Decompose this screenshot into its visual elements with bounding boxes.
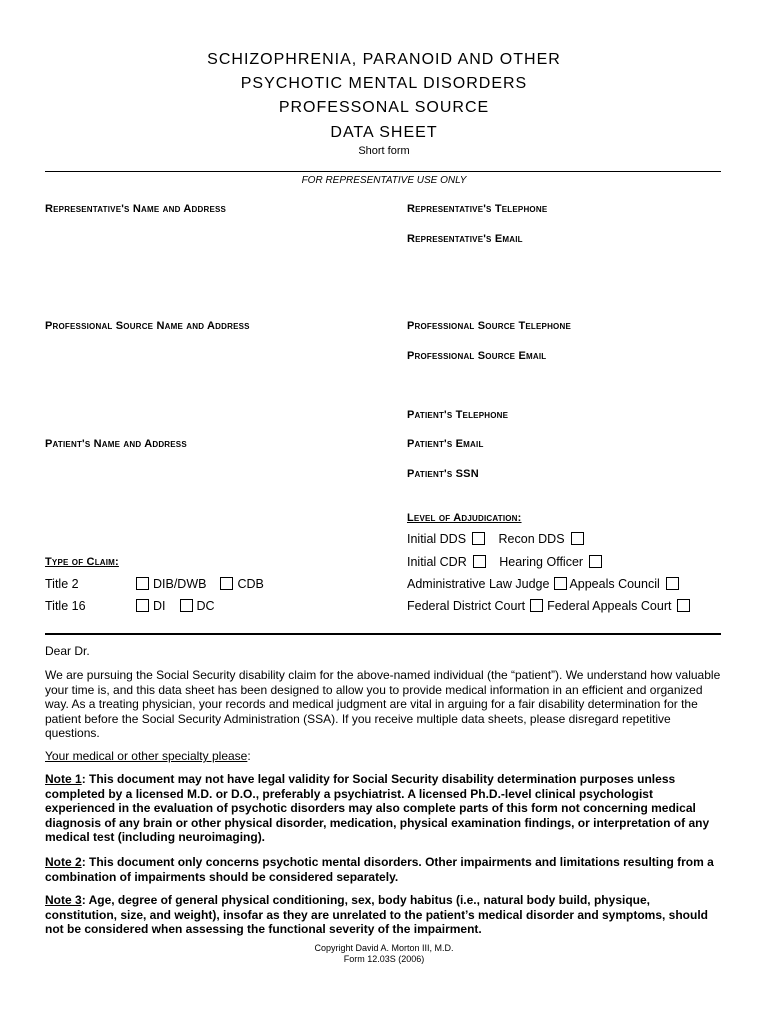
note-2 <box>45 855 721 884</box>
middle-rule <box>45 633 721 635</box>
note-3-label: Note 3 <box>45 893 82 907</box>
title-line-1: SCHIZOPHRENIA, PARANOID AND OTHER <box>207 51 561 68</box>
rep-name-address-label: Representative's Name and Address <box>45 203 227 215</box>
cdb-checkbox[interactable] <box>220 577 233 590</box>
patient-name-address-label: Patient's Name and Address <box>45 438 187 450</box>
rep-telephone-label: Representative's Telephone <box>407 203 548 215</box>
recon-dds-checkbox[interactable] <box>571 532 584 545</box>
salutation: Dear Dr. <box>45 644 90 658</box>
pro-email-label: Professional Source Email <box>407 350 547 362</box>
initial-cdr-label: Initial CDR <box>407 555 467 569</box>
hearing-officer-checkbox[interactable] <box>589 555 602 568</box>
adjudication-row-3 <box>407 577 683 591</box>
pro-telephone-label: Professional Source Telephone <box>407 320 571 332</box>
di-label: DI <box>153 599 166 613</box>
subtitle: Short form <box>358 145 410 157</box>
rep-email-label: Representative's Email <box>407 233 523 245</box>
dc-label: DC <box>196 599 215 613</box>
hearing-officer-label: Hearing Officer <box>499 555 584 569</box>
dc-checkbox[interactable] <box>180 599 193 612</box>
title2-options <box>132 577 264 591</box>
adjudication-heading: Level of Adjudication: <box>407 512 522 524</box>
top-rule <box>45 171 721 172</box>
alj-label: Administrative Law Judge <box>407 577 550 591</box>
appeals-council-checkbox[interactable] <box>666 577 679 590</box>
note-2-text: : This document only concerns psychotic mental disorders. Other impairments and limitations resulting from a combination of impairments should be considered separately. <box>45 855 714 884</box>
note-3-text: : Age, degree of general physical conditioning, sex, body habitus (i.e., natural body build, physique, constitution, size, and weight), insofar as they are unrelated to the patient’s medical disorder and symptoms, should not be considered when assessing the functional severity of the impairment. <box>45 893 709 937</box>
patient-ssn-label: Patient's SSN <box>407 468 479 480</box>
initial-dds-checkbox[interactable] <box>472 532 485 545</box>
federal-district-label: Federal District Court <box>407 599 526 613</box>
title-line-4: DATA SHEET <box>330 124 438 141</box>
claim-heading: Type of Claim: <box>45 556 119 568</box>
patient-email-label: Patient's Email <box>407 438 484 450</box>
adjudication-row-1 <box>407 532 588 546</box>
specialty-label: Your medical or other specialty please <box>45 749 248 763</box>
cdb-label: CDB <box>237 577 264 591</box>
note-3 <box>45 893 721 937</box>
note-1-label: Note 1 <box>45 772 82 786</box>
title16-options <box>132 599 215 613</box>
initial-cdr-checkbox[interactable] <box>473 555 486 568</box>
representative-note: FOR REPRESENTATIVE USE ONLY <box>301 175 467 186</box>
pro-name-address-label: Professional Source Name and Address <box>45 320 250 332</box>
title2-label: Title 2 <box>45 577 79 591</box>
intro-paragraph: We are pursuing the Social Security disability claim for the above-named individual (the “patient”). We understand how valuable your time is, and this data sheet has been designed to allow you to provide medical information in an efficient and organized way. As a treating physician, your records and medical judgment are vital in arguing for a fair disability determination for the patient before the Social Security Administration (SSA). If you receive multiple data sheets, please disregard repetitive questions. <box>45 668 721 741</box>
footer-form-number: Form 12.03S (2006) <box>343 954 425 964</box>
appeals-council-label: Appeals Council <box>569 577 660 591</box>
note-1 <box>45 772 721 845</box>
dib-dwb-label: DIB/DWB <box>153 577 207 591</box>
recon-dds-label: Recon DDS <box>498 532 565 546</box>
title16-label: Title 16 <box>45 599 86 613</box>
patient-telephone-label: Patient's Telephone <box>407 409 509 421</box>
federal-appeals-checkbox[interactable] <box>677 599 690 612</box>
di-checkbox[interactable] <box>136 599 149 612</box>
specialty-line <box>45 749 721 764</box>
adjudication-row-2 <box>407 555 606 569</box>
adjudication-row-4 <box>407 599 694 613</box>
note-1-text: : This document may not have legal validity for Social Security disability determination purposes unless completed by a licensed M.D. or D.O., preferably a psychiatrist. A licensed Ph.D.-level clinical psychologist experienced in the evaluation of psychotic disorders may also complete parts of this form not concerning medical diagnosis of any brain or other physical disorder, medication, physical examination findings, or interpretation of any medical test (including neuroimaging). <box>45 772 710 845</box>
specialty-colon: : <box>247 749 251 763</box>
note-2-label: Note 2 <box>45 855 82 869</box>
alj-checkbox[interactable] <box>554 577 567 590</box>
dib-dwb-checkbox[interactable] <box>136 577 149 590</box>
footer-copyright: Copyright David A. Morton III, M.D. <box>314 943 454 953</box>
federal-district-checkbox[interactable] <box>530 599 543 612</box>
title-line-3: PROFESSONAL SOURCE <box>278 99 490 116</box>
title-line-2: PSYCHOTIC MENTAL DISORDERS <box>240 75 528 92</box>
federal-appeals-label: Federal Appeals Court <box>547 599 672 613</box>
initial-dds-label: Initial DDS <box>407 532 467 546</box>
